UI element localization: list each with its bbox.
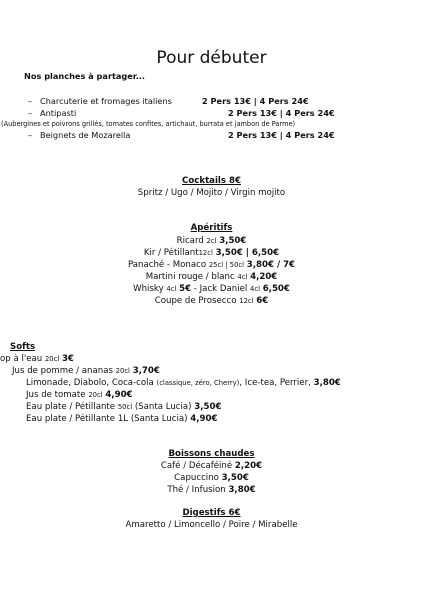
- aperitif-size: 2cl: [206, 237, 217, 245]
- planche-item-dash: –: [28, 108, 33, 118]
- hot-drink-price: 2,20€: [234, 461, 263, 471]
- digestifs-heading-text: Digestifs 6€: [182, 508, 241, 518]
- aperitif-price: 4,20€: [250, 272, 278, 282]
- aperitif-name: Martini rouge / blanc: [145, 272, 235, 282]
- cocktails-line: Spritz / Ugo / Mojito / Virgin mojito: [137, 188, 286, 198]
- aperitif-price: 6€: [256, 296, 269, 306]
- soft-size: 20cl: [115, 367, 130, 375]
- hot-drink-line: [0, 473, 423, 483]
- planche-item-price: 2 Pers 13€ | 4 Pers 24€: [228, 108, 335, 118]
- soft-extra: (Santa Lucia): [134, 402, 192, 412]
- hot-drink-name: Café / Décaféiné: [160, 461, 233, 471]
- cocktails-heading-text: Cocktails 8€: [182, 176, 241, 186]
- boissons-chaudes-heading-text: Boissons chaudes: [168, 449, 255, 459]
- soft-size: 50cl: [117, 403, 133, 411]
- aperitif-name: Kir / Pétillant: [143, 248, 199, 258]
- soft-price: 4,90€: [190, 414, 218, 424]
- soft-price: 4,90€: [105, 390, 133, 400]
- planches-heading: Nos planches à partager...: [24, 71, 146, 81]
- hot-drink-name: Capuccino: [174, 473, 219, 483]
- soft-name: Jus de tomate: [26, 390, 86, 400]
- soft-line-limonade: [26, 378, 341, 388]
- planche-item-dash: –: [28, 130, 33, 140]
- softs-heading: Softs: [10, 342, 36, 352]
- hot-drink-line: [0, 485, 423, 495]
- aperitif-line: [0, 296, 423, 306]
- aperitif-name: Panaché - Monaco: [127, 260, 207, 270]
- planche-item-dash: –: [28, 96, 33, 106]
- soft-extra: (Santa Lucia): [130, 414, 188, 424]
- soft-line-jus-tomate: [26, 390, 133, 400]
- hot-drink-line: [0, 461, 423, 471]
- soft-size: 20cl: [88, 391, 103, 399]
- aperitif-size: 4cl: [237, 273, 248, 281]
- boissons-chaudes-heading: [0, 449, 423, 459]
- aperitif-price: 5€: [179, 284, 192, 294]
- soft-name: Jus de pomme / ananas: [12, 366, 113, 376]
- aperitif-name-2: - Jack Daniel: [191, 284, 248, 294]
- aperitifs-heading-text: Apéritifs: [190, 223, 233, 233]
- aperitif-size: 12cl: [239, 297, 254, 305]
- soft-rest: , Ice-tea, Perrier,: [239, 378, 311, 388]
- aperitif-price-2: 6,50€: [262, 284, 290, 294]
- aperitif-price: 3,50€ | 6,50€: [215, 248, 280, 258]
- digestifs-heading: [0, 508, 423, 518]
- soft-price: 3,50€: [194, 402, 222, 412]
- digestifs-line: Amaretto / Limoncello / Poire / Mirabelle: [125, 520, 298, 530]
- soft-line-eau-50cl: [26, 402, 221, 412]
- aperitif-size: 12cl: [198, 249, 213, 257]
- aperitif-price: 3,80€ / 7€: [246, 260, 296, 270]
- planche-item-price: 2 Pers 13€ | 4 Pers 24€: [202, 96, 309, 106]
- hot-drink-price: 3,50€: [221, 473, 249, 483]
- soft-price: 3,70€: [132, 366, 160, 376]
- aperitif-size: 4cl: [166, 285, 177, 293]
- aperitif-name: Coupe de Prosecco: [154, 296, 237, 306]
- planche-item-name: Charcuterie et fromages italiens: [40, 96, 172, 106]
- soft-line-jus-pomme: [12, 366, 160, 376]
- soft-name: Limonade, Diabolo, Coca-cola: [26, 378, 154, 388]
- planche-item-price: 2 Pers 13€ | 4 Pers 24€: [228, 130, 335, 140]
- antipasti-note: (Aubergines et poivrons grillés, tomates confites, artichaut, burrata et jambon de Parme): [1, 120, 296, 128]
- soft-name: Eau plate / Pétillante: [26, 402, 116, 412]
- aperitifs-heading: [0, 223, 423, 233]
- soft-name: Eau plate / Pétillante: [26, 414, 116, 424]
- soft-price: 3,80€: [313, 378, 341, 388]
- soft-line-sirop: [0, 354, 74, 364]
- hot-drink-price: 3,80€: [228, 485, 256, 495]
- cocktails-heading: [0, 176, 423, 186]
- aperitif-line: [0, 248, 423, 258]
- soft-detail: (classique, zéro, Cherry): [156, 379, 240, 387]
- aperitif-line: [0, 236, 423, 246]
- aperitif-name: Whisky: [133, 284, 164, 294]
- hot-drink-name: Thé / Infusion: [167, 485, 226, 495]
- planche-item-name: Antipasti: [40, 108, 77, 118]
- aperitif-price: 3,50€: [219, 236, 247, 246]
- soft-size: 20cl: [44, 355, 60, 363]
- soft-line-eau-1l: [26, 414, 217, 424]
- page-title: Pour débuter: [156, 48, 267, 68]
- aperitif-line: [0, 260, 423, 270]
- aperitif-size: 25cl | 50cl: [208, 261, 245, 269]
- aperitif-size-2: 4cl: [250, 285, 260, 293]
- soft-name: op à l'eau: [0, 354, 43, 364]
- aperitif-line: [0, 272, 423, 282]
- soft-price: 3€: [61, 354, 74, 364]
- aperitif-name: Ricard: [176, 236, 204, 246]
- soft-size: 1L: [117, 414, 129, 424]
- aperitif-line: [0, 284, 423, 294]
- planche-item-name: Beignets de Mozarella: [40, 130, 131, 140]
